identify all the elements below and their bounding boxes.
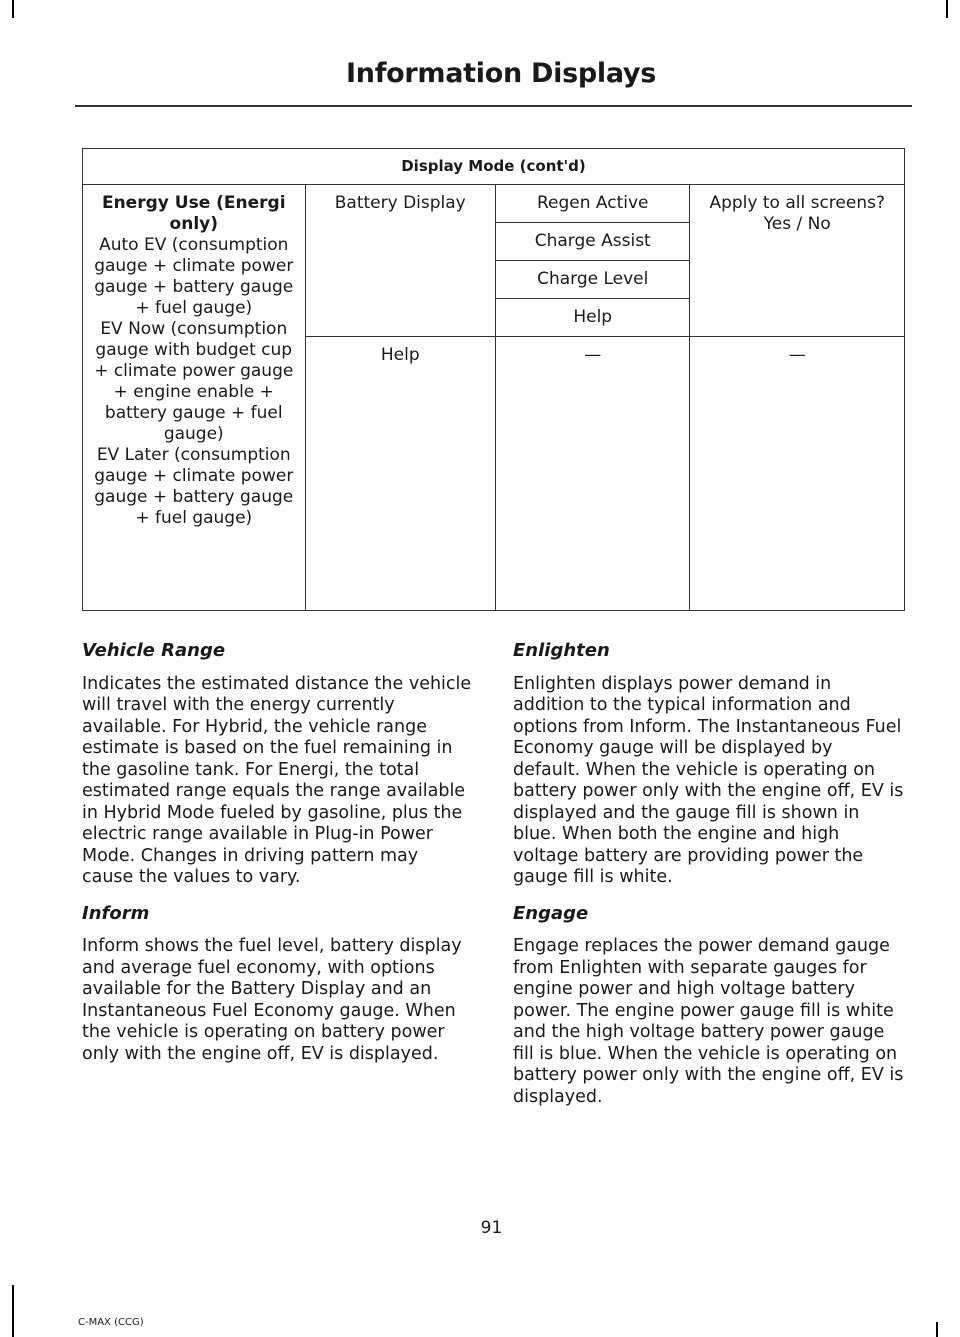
inform-text: Inform shows the fuel level, battery display and average fuel economy, with options available for the Battery Display and an Instantaneous Fuel Economy gauge. When the vehicle is operating on battery power only with the engine off, EV is displayed. — [82, 936, 462, 1064]
option-regen-active: Regen Active — [495, 185, 689, 223]
help-cell: Help — [305, 337, 495, 611]
vehicle-range-text: Indicates the estimated distance the vehicle will travel with the energy currently available. For Hybrid, the vehicle range estimate is based on the fuel remaining in the gasoline tank. For Energi, the total estimated range equals the range available in Hybrid Mode fueled by gasoline, plus the electric range available in Plug-in Power Mode. Changes in driving pattern may cause the values to vary. — [82, 673, 472, 887]
option-charge-assist: Charge Assist — [495, 223, 689, 261]
crop-mark-top-right — [946, 0, 948, 18]
apply-all-question: Apply to all screens? — [709, 193, 885, 213]
option-help: Help — [495, 299, 689, 337]
enlighten-heading: Enlighten — [513, 640, 610, 661]
battery-display-cell: Battery Display — [305, 185, 495, 337]
inform-heading: Inform — [82, 902, 150, 924]
mode-ev-later: EV Later (consumption gauge + climate power gauge + battery gauge + fuel gauge) — [94, 445, 294, 528]
enlighten-text: Enlighten displays power demand in addition to the typical information and options from Inform. The Instantaneous Fuel Economy gauge will be displayed by default. When the vehicle is operating on battery power only with the engine off, EV is displayed and the gauge fill is shown in blue. When both the engine and high voltage battery are providing power the gauge fill is white. — [513, 673, 904, 887]
crop-mark-top-left — [12, 0, 14, 18]
apply-all-answer: Yes / No — [763, 214, 831, 234]
option-charge-level: Charge Level — [495, 261, 689, 299]
mode-cell — [83, 185, 306, 611]
engage-text: Engage replaces the power demand gauge from Enlighten with separate gauges for engine power and high voltage battery power. The engine power gauge fill is white and the high voltage battery power gauge fill is blue. When the vehicle is operating on battery power only with the engine off, EV is displayed. — [513, 936, 904, 1107]
dash-cell-1: — — [495, 337, 689, 611]
page-number: 91 — [480, 1218, 503, 1238]
table-caption: Display Mode (cont'd) — [83, 149, 905, 185]
apply-all-cell — [690, 185, 905, 337]
vehicle-range-heading: Vehicle Range — [82, 640, 226, 661]
engage-heading: Engage — [513, 902, 589, 924]
dash-cell-2: — — [690, 337, 905, 611]
header-divider — [75, 105, 912, 107]
left-column — [82, 640, 474, 1079]
mode-auto-ev: Auto EV (consumption gauge + climate power gauge + battery gauge + fuel gauge) — [94, 235, 294, 318]
crop-mark-bottom-right — [936, 1322, 938, 1337]
model-code: C-MAX (CCG) — [78, 1317, 144, 1328]
page-title: Information Displays — [346, 58, 656, 89]
right-column — [513, 640, 905, 1122]
mode-title: Energy Use (Energi only) — [101, 193, 286, 234]
crop-mark-bottom-left — [12, 1285, 14, 1337]
mode-ev-now: EV Now (consumption gauge with budget cup + climate power gauge + engine enable + battery gauge + fuel gauge) — [94, 319, 294, 444]
display-mode-table — [82, 148, 905, 611]
